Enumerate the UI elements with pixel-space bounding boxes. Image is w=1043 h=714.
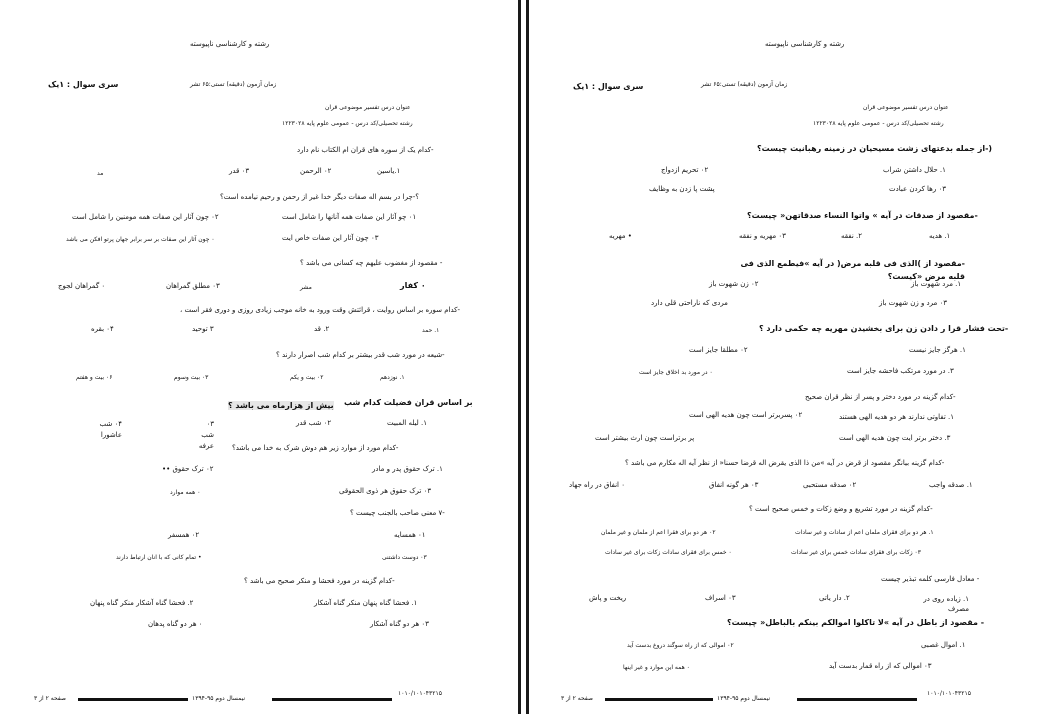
question-option[interactable]: ۱. هر دو برای فقرای ملمان اعم از سادات و غیر سادات <box>795 529 934 536</box>
question-option[interactable]: ۰ چون آثار این صفات بر سر برابر جهان پرتو افکن می باشد <box>66 236 215 243</box>
question-stem: -کدام گزینه در مورد دختر و پسر از نظر قران صحیح <box>805 393 956 401</box>
question-option[interactable]: ۱. زیاده روی در مصرف <box>923 595 969 613</box>
footer-page-number: صفحه ۲ از ۳ <box>34 695 66 702</box>
question-option[interactable]: ۰ انفاق در راه جهاد <box>569 481 625 489</box>
question-stem: -کدام گزینه بیانگر مقصود از قرض در آیه »من ذا الذی یقرض اله قرضا حسنا« از نظر آیه اله مکارم می باشد ؟ <box>625 459 945 467</box>
question-stem: -شیعه در مورد شب قدر بیشتر بر کدام شب اصرار دارند ؟ <box>276 351 445 359</box>
question-option[interactable]: پشت پا زدن به وظایف <box>649 185 715 193</box>
question-option[interactable]: ۱. حمد <box>422 327 440 334</box>
question-stem: -مقصود از صدقات در آیه » واتوا النساء صدقاتهن« چیست؟ <box>747 211 978 220</box>
question-option[interactable]: ۰ خمس برای فقرای سادات زکات برای غیر سادات <box>605 549 732 556</box>
question-option[interactable]: ۳ توحید <box>192 325 214 333</box>
question-option[interactable]: ۳. در مورد مرتکب فاحشه جایز است <box>847 367 954 375</box>
question-option[interactable]: ۰۲ الرحمن <box>300 167 332 175</box>
question-option[interactable]: مشر <box>300 284 312 291</box>
question-highlight: بیش از هزارماه می باشد ؟ <box>228 401 334 410</box>
footer-redaction-bar <box>605 698 713 701</box>
question-option[interactable]: ۰۳ چون آثار این صفات خاص ایت <box>282 234 379 242</box>
question-option[interactable]: ۰۳ بیت وسوم <box>174 374 209 381</box>
field-code: رشته تحصیلی/کد درس - عمومی علوم پایه ۱۲۲۳۰۲۸ <box>282 120 413 127</box>
question-option[interactable]: مردی که ناراحتی قلی دارد <box>651 299 728 307</box>
question-option[interactable]: ۰۲ هر دو برای فقرا اعم از ملمان و غیر ملمان <box>601 529 716 536</box>
question-option[interactable]: ۰۲ صدقه مستحبی <box>803 481 857 489</box>
question-option[interactable]: ۱. اموال غصبی <box>921 641 966 649</box>
question-option[interactable]: ۱. مرد شهوت باز <box>911 280 962 288</box>
question-option[interactable]: ۰۳ مهریه و نفقه <box>739 232 786 240</box>
question-option[interactable]: ۱. ترک حقوق پدر و مادر <box>372 465 443 473</box>
question-option[interactable]: ۰ همه این موارد و غیر اینها <box>623 664 690 671</box>
question-option[interactable]: ۰۲ زن شهوت باز <box>709 280 759 288</box>
question-option[interactable]: ۱.یاسین <box>377 167 401 175</box>
question-option[interactable]: ۱. هرگز جایز نیست <box>909 346 966 354</box>
question-option[interactable]: ۱. لیله المبیت <box>387 419 427 427</box>
question-option[interactable]: ۰۳ اموالی که از راه قمار بدست آید <box>829 662 932 670</box>
question-option[interactable]: ۰۳ زکات برای فقرای سادات خمس برای غیر سادات <box>791 549 921 556</box>
question-option[interactable]: ۰۴ بقره <box>91 325 114 333</box>
question-option[interactable]: ۰۴ شب عاشورا <box>99 420 122 439</box>
series-label: سری سوال : ۱یک <box>48 80 119 89</box>
question-option[interactable]: ۰ هر دو گناه پدهان <box>148 620 203 628</box>
footer-redaction-bar <box>797 698 917 701</box>
question-option[interactable]: ۲. قد <box>314 325 330 333</box>
footer-code: ۱۰۱۰/۱۰۱۰۴۳۲۱۵ <box>398 690 442 697</box>
question-option[interactable]: ۰۲ چون آثار این صفات همه مومنین را شامل است <box>72 213 219 221</box>
question-option[interactable]: ۰۳ هر دو گناه آشکار <box>370 620 429 628</box>
question-stem: -کدام مورد از موارد زیر هم دوش شرک به خدا می باشد؟ <box>232 444 399 452</box>
question-stem: بر اساس قران فضیلت کدام شب <box>344 398 473 407</box>
footer-code: ۱۰۱۰/۱۰۱۰۴۳۲۱۵ <box>927 690 971 697</box>
question-stem: ؟-چرا در بسم اله صفات دیگر خدا غیر از رحمن و رحیم نیامده است؟ <box>220 193 420 201</box>
question-option[interactable]: ریخت و پاش <box>589 594 627 602</box>
question-option[interactable]: ۱. فحشا گناه پنهان منکر گناه آشکار <box>314 599 418 607</box>
question-option[interactable]: ۰ در مورد بد اخلاق جایز است <box>639 369 713 376</box>
course-title: عنوان درس تفسیر موضوعی قران <box>325 104 411 111</box>
question-option[interactable]: ۰۲ مطلقا جایز است <box>689 346 748 354</box>
question-stem: - مقصود از مغضوب علیهم چه کسانی می باشد ؟ <box>300 259 443 267</box>
question-option[interactable]: ۱. نوزدهم <box>380 374 405 381</box>
question-option[interactable]: ۰۳ رها کردن عبادت <box>889 185 946 193</box>
question-option[interactable]: ۰۲ اموالی که از راه سوگند دروغ بدست آید <box>627 642 734 649</box>
question-option[interactable]: ۰۲ شب قدر <box>296 419 332 427</box>
question-option[interactable]: ۰ همه موارد <box>170 489 201 496</box>
exam-page-left <box>0 0 521 714</box>
question-option[interactable]: ۰۳ مطلق گمراهان <box>166 282 220 290</box>
question-stem: - معادل فارسی کلمه تبذیر چیست <box>881 575 980 583</box>
question-stem: -کدام گزینه در مورد فحشا و منکر صحیح می باشد ؟ <box>244 577 395 585</box>
question-option[interactable]: ۲. نفقه <box>841 232 862 240</box>
footer-term: نیمسال دوم ۹۵-۱۳۹۴ <box>192 695 246 702</box>
exam-time: زمان آزمون (دقیقه) تستی:۶۵ تشر <box>190 81 277 88</box>
question-option[interactable]: ۰۳ مرد و زن شهوت باز <box>879 299 948 307</box>
question-option[interactable]: ۰۳ ترک حقوق هر ذوی الحقوقی <box>339 487 432 495</box>
page-top-title: رشته و کارشناسی ناپیوسته <box>190 40 270 48</box>
question-option[interactable]: پر برتراست چون ارث بیشتر است <box>595 434 695 442</box>
page-top-title: رشته و کارشناسی ناپیوسته <box>765 40 845 48</box>
question-stem: -تحت فشار قرا ر دادن زن برای بخشیدن مهریه چه حکمی دارد ؟ <box>759 324 1009 333</box>
exam-page-right <box>526 0 1043 714</box>
question-option[interactable]: ۲. فحشا گناه آشکار منکر گناه پنهان <box>90 599 194 607</box>
question-option[interactable]: ۰۱ چو آثار این صفات همه آنانها را شامل است <box>282 213 417 221</box>
question-option[interactable]: ۰۲ بیت و یکم <box>290 374 324 381</box>
question-option[interactable]: ۰ گمراهان لجوج <box>58 282 106 290</box>
question-option[interactable]: ۱. صدقه واجب <box>929 481 973 489</box>
question-option[interactable]: ۰۳ اسراف <box>705 594 736 602</box>
footer-redaction-bar <box>272 698 392 701</box>
question-stem: -مقصود از )الذی فی قلبه مرض( در آیه »فیطمع الذی فی قلبه مرض «کیست؟ <box>740 259 965 281</box>
question-option[interactable]: ۳. دختر برتر ایت چون هدیه الهی است <box>839 434 951 442</box>
question-option[interactable]: ۰ کفار <box>400 281 426 290</box>
question-stem: -کدام یک از سوره های قران ام الکتاب نام دارد <box>297 146 434 154</box>
question-option[interactable]: ۰۳ دوست داشتنی <box>382 554 427 561</box>
question-option[interactable]: ۰۲ همسفر <box>168 531 200 539</box>
question-option[interactable]: ۰۲ تحریم ازدواج <box>661 166 709 174</box>
question-stem: (-از جمله بدعتهای زشت مسیحیان در زمینه رهبانیت چیست؟ <box>757 144 993 153</box>
footer-page-number: صفحه ۲ از ۳ <box>561 695 593 702</box>
question-stem: - مقصود از باطل در آیه »لا تاکلوا اموالکم بینکم بالباطل« چیست؟ <box>727 618 985 627</box>
question-option[interactable]: ۰۱ همسایه <box>394 531 426 539</box>
question-option[interactable]: ۱. حلال داشتن شراب <box>883 166 946 174</box>
question-option[interactable]: ۲. دار یاتی <box>819 594 850 602</box>
question-option[interactable]: ۰۲ ترک حقوق •• <box>162 465 214 473</box>
question-option[interactable]: مد <box>97 170 104 177</box>
question-stem: -۷ معنی صاحب بالجنب چیست ؟ <box>350 509 445 517</box>
question-option[interactable]: ۱. تفاوتی ندارند هر دو هدیه الهی هستند <box>839 413 955 421</box>
question-stem: -کدام سوره بر اساس روایت ، قرائتش وقت ورود به خانه موجب زیادی روزی و دوری فقر است ، <box>180 306 461 314</box>
exam-time: زمان آزمون (دقیقه) تستی:۶۵ تشر <box>701 81 788 88</box>
series-label: سری سوال : ۱یک <box>573 82 644 91</box>
question-option[interactable]: ۰۶ بیت و هفتم <box>76 374 113 381</box>
question-option[interactable]: ۱. هدیه <box>929 232 951 240</box>
field-code: رشته تحصیلی/کد درس - عمومی علوم پایه ۱۲۲۳۰۲۸ <box>813 120 944 127</box>
question-option[interactable]: • مهریه <box>609 232 632 240</box>
footer-redaction-bar <box>78 698 188 701</box>
question-option[interactable]: ۰۳ قدر <box>229 167 250 175</box>
question-stem: -کدام گزینه در مورد تشریع و وضع زکات و خمس صحیح است ؟ <box>749 505 933 513</box>
question-option[interactable]: ۰۲ پسربرتر است چون هدیه الهی است <box>689 411 803 419</box>
footer-term: نیمسال دوم ۹۵-۱۳۹۴ <box>717 695 771 702</box>
course-title: عنوان درس تفسیر موضوعی قران <box>863 104 949 111</box>
question-option[interactable]: • تمام کانی که با انان ارتباط دارند <box>116 554 202 561</box>
question-option[interactable]: ۰۳ شب عرفه <box>198 420 214 450</box>
question-option[interactable]: ۰۳ هر گونه انفاق <box>709 481 759 489</box>
